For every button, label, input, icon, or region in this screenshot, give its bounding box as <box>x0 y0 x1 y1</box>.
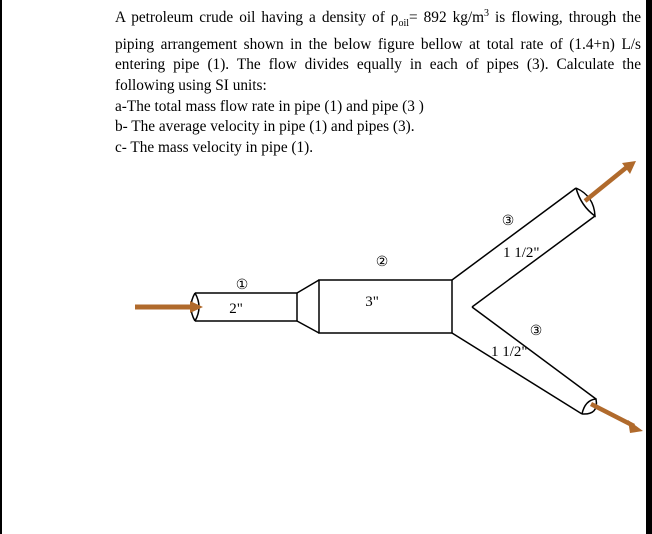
item-b: b- The average velocity in pipe (1) and pipes (3). <box>115 118 415 136</box>
intro-text-part2: = 892 kg/m <box>409 9 485 27</box>
intro-text-part1: A petroleum crude oil having a density of ρ <box>115 9 399 27</box>
pipe2-size-label: 3" <box>365 294 379 310</box>
inlet-arrow <box>135 301 203 313</box>
upper-outlet-arrow <box>585 161 636 201</box>
intro-text-part3: is flowing, through the piping arrangement shown in the below figure bellow at total rate of (1.4+n) L/s entering pipe (1). The flow divides equally in each of pipes (3). Calculate the following using SI units: <box>115 9 641 94</box>
pipe3-lower-size-label: 1 1/2" <box>491 344 528 360</box>
pipe3-upper-marker: ③ <box>501 214 515 229</box>
lower-outlet-arrow <box>591 404 643 433</box>
item-a: a-The total mass flow rate in pipe (1) and pipe (3 ) <box>115 97 424 115</box>
pipe3-lower-marker: ③ <box>529 324 543 339</box>
pipe1-marker: ① <box>235 278 249 293</box>
unit-superscript: 3 <box>484 8 490 19</box>
density-subscript: oil <box>398 18 409 30</box>
pipe3-upper-size-label: 1 1/2" <box>503 245 540 261</box>
pipe1-size-label: 2" <box>229 301 243 317</box>
pipe-outlines <box>191 188 596 414</box>
pipe2-marker: ② <box>375 255 389 270</box>
item-c: c- The mass velocity in pipe (1). <box>115 138 314 156</box>
